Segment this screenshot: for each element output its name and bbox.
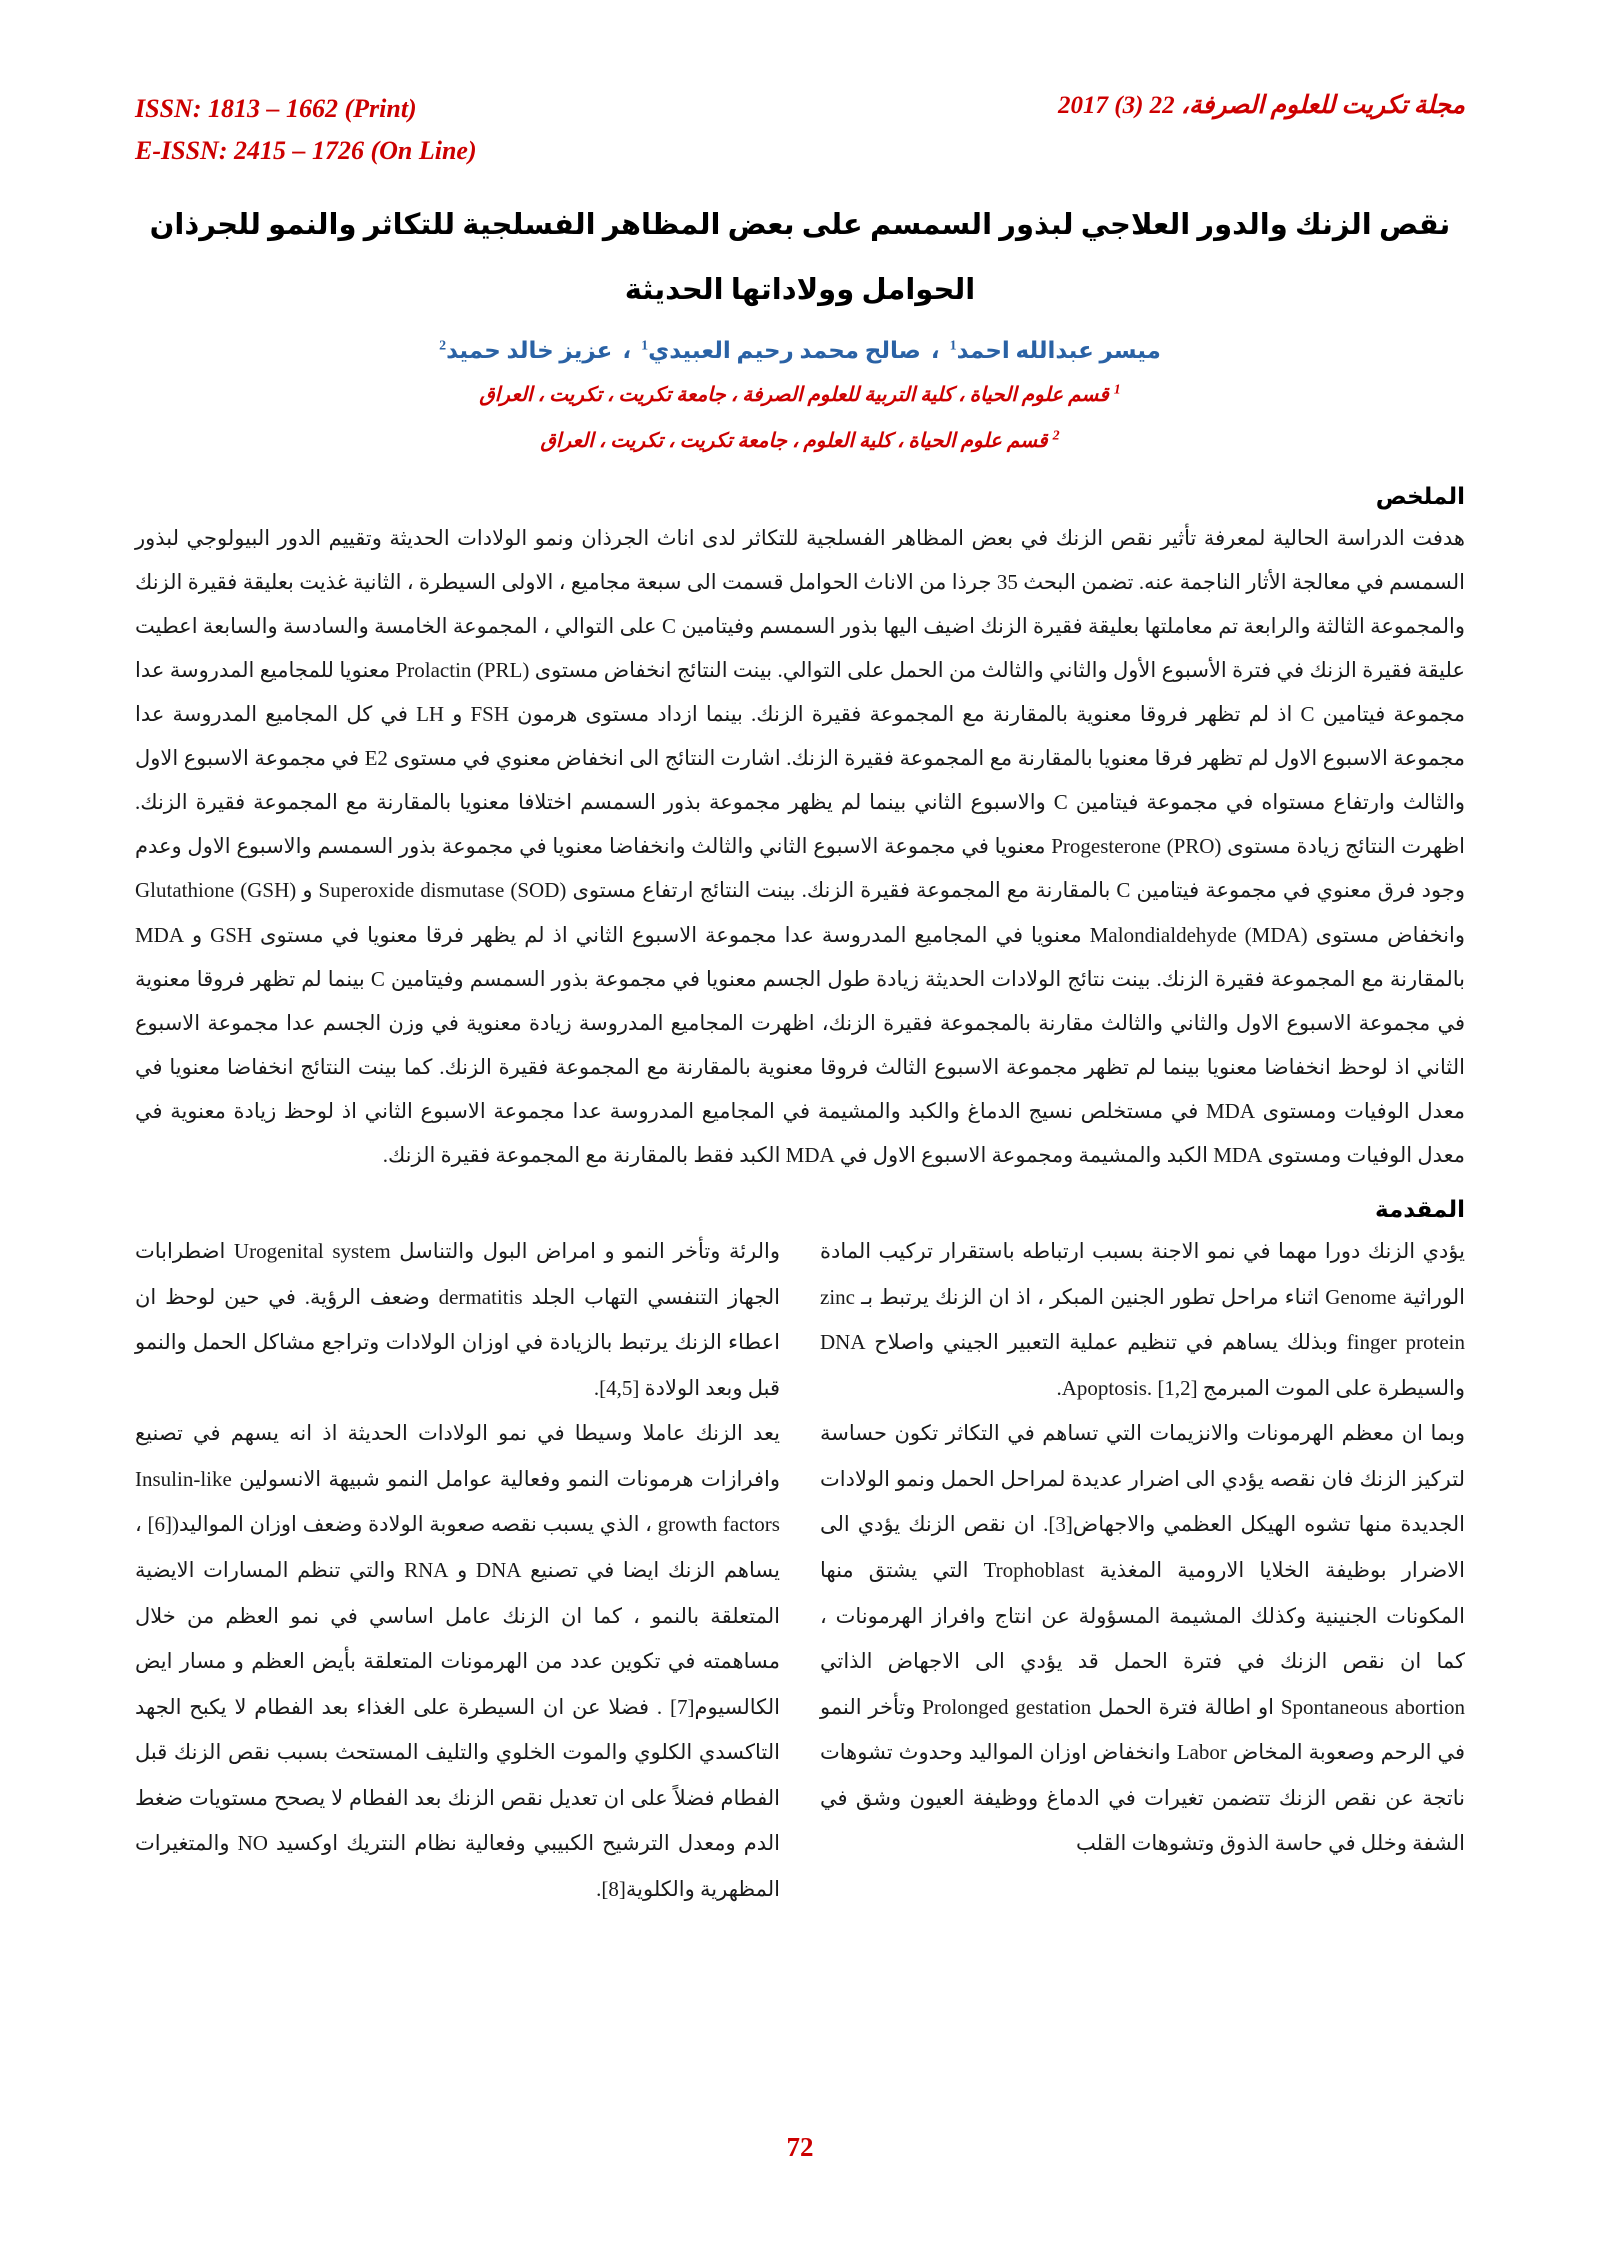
affiliation-1-mark: 1 <box>1113 382 1121 398</box>
affiliation-1 <box>135 372 1465 418</box>
intro-paragraph: وبما ان معظم الهرمونات والانزيمات التي تساهم في التكاثر تكون حساسة لتركيز الزنك فان نقصه يؤدي الى اضرار عديدة لمراحل الحمل ونمو الولادات الجديدة منها تشوه الهيكل العظمي والاجهاض[3]. ان نقص الزنك يؤدي الى الاضرار بوظيفة الخلايا الارومية المغذية Trophoblast التي يشتق منها المكونات الجنينية وكذلك المشيمة المسؤولة عن انتاج وافراز الهرمونات ، كما ان نقص الزنك في فترة الحمل قد يؤدي الى الاجهاض الذاتي Spontaneous abortion او اطالة فترة الحمل Prolonged gestation وتأخر النمو في الرحم وصعوبة المخاض Labor وانخفاض اوزان المواليد وحدوث تشوهات ناتجة عن نقص الزنك تتضمن تغيرات في الدماغ ووظيفة العيون وشق في الشفة وخلل في حاسة الذوق وتشوهات القلب <box>820 1421 1466 1856</box>
author-1: ميسر عبدالله احمد$^1$ <box>949 337 1161 363</box>
abstract-text: هدفت الدراسة الحالية لمعرفة تأثير نقص الزنك في بعض المظاهر الفسلجية للتكاثر لدى اناث الجرذان ونمو الولادات الحديثة وتقييم الدور البيولوجي لبذور السمسم في معالجة الأثار الناجمة عنه. تضمن البحث 35 جرذا من الاناث الحوامل قسمت الى سبعة مجاميع ، الاولى السيطرة ، الثانية غذيت بعليقة فقيرة الزنك والمجموعة الثالثة والرابعة تم معاملتها بعليقة فقيرة الزنك اضيف اليها بذور السمسم وفيتامين C على التوالي ، المجموعة الخامسة والسادسة والسابعة اعطيت عليقة فقيرة الزنك في فترة الأسبوع الأول والثاني والثالث من الحمل على التوالي. بينت النتائج انخفاض مستوى Prolactin (PRL) معنويا للمجاميع المدروسة عدا مجموعة فيتامين C اذ لم تظهر فروقا معنوية بالمقارنة مع المجموعة فقيرة الزنك. بينما ازداد مستوى هرمون FSH و LH في كل المجاميع المدروسة عدا مجموعة الاسبوع الاول لم تظهر فرقا معنويا بالمقارنة مع المجموعة فقيرة الزنك. اشارت النتائج الى انخفاض معنوي في مستوى E2 في مجموعة الاسبوع الاول والثالث وارتفاع مستواه في مجموعة فيتامين C والاسبوع الثاني بينما لم يظهر مجموعة بذور السمسم اختلافا معنويا بالمقارنة مع المجموعة فقيرة الزنك. اظهرت النتائج زيادة مستوى Progesterone (PRO) معنويا في مجموعة الاسبوع الثاني والثالث وانخفاضا معنويا في مجموعة بذور السمسم والاسبوع الاول وعدم وجود فرق معنوي في مجموعة فيتامين C بالمقارنة مع المجموعة فقيرة الزنك. بينت النتائج ارتفاع مستوى Superoxide dismutase (SOD) و Glutathione (GSH) وانخفاض مستوى Malondialdehyde (MDA) معنويا في المجاميع المدروسة عدا مجموعة الاسبوع الثاني اذ لم يظهر فرقا معنويا في مستوى GSH و MDA بالمقارنة مع المجموعة فقيرة الزنك. بينت نتائج الولادات الحديثة زيادة طول الجسم معنويا في مجموعة بذور السمسم وفيتامين C بينما لم تظهر فروقا معنوية في مجموعة الاسبوع الاول والثاني والثالث مقارنة بالمجموعة فقيرة الزنك، اظهرت المجاميع المدروسة زيادة معنوية في وزن الجسم عدا مجموعة الاسبوع الثاني اذ لوحظ انخفاضا معنويا بينما لم تظهر مجموعة الاسبوع الثالث فروقا معنوية بالمقارنة مع المجموعة فقيرة الزنك. كما بينت النتائج انخفاضا معنويا في معدل الوفيات ومستوى MDA في مستخلص نسيج الدماغ والكبد والمشيمة في المجاميع المدروسة عدا مجموعة الاسبوع الثاني اذ لوحظ زيادة معنوية في معدل الوفيات ومستوى MDA الكبد والمشيمة ومجموعة الاسبوع الاول في MDA الكبد فقط بالمقارنة مع المجموعة فقيرة الزنك. <box>135 525 1466 1167</box>
article-title-line-1: نقص الزنك والدور العلاجي لبذور السمسم على بعض المظاهر الفسلجية للتكاثر والنمو للجرذان <box>149 209 1451 242</box>
intro-column-right <box>820 1229 1465 1912</box>
intro-paragraph: والرئة وتأخر النمو و امراض البول والتناسل Urogenital system اضطرابات الجهاز التنفسي التهاب الجلد dermatitis وضعف الرؤية. في حين لوحظ ان اعطاء الزنك يرتبط بالزيادة في اوزان الولادات وتراجع مشاكل الحمل والنمو قبل وبعد الولادة [4,5]. <box>135 1239 781 1400</box>
author-separator: ، <box>930 337 940 363</box>
author-2: صالح محمد رحيم العبيدي$^1$ <box>641 337 921 363</box>
journal-header <box>135 88 1465 171</box>
issn-online: E-ISSN: 2415 – 1726 (On Line) <box>135 135 477 165</box>
authors-line <box>135 338 1465 364</box>
author-3-affil-mark: 2 <box>439 338 447 354</box>
abstract-heading: الملخص <box>1375 483 1465 509</box>
author-3: عزيز خالد حميد$^2$ <box>439 337 613 363</box>
affiliation-2 <box>135 418 1465 464</box>
page-number: 72 <box>786 2132 814 2162</box>
issn-print: ISSN: 1813 – 1662 (Print) <box>135 94 417 123</box>
journal-name: مجلة تكريت للعلوم الصرفة، 22 (3) 2017 <box>1057 92 1465 119</box>
affiliation-2-mark: 2 <box>1052 428 1060 444</box>
article-title <box>135 193 1465 324</box>
intro-column-left <box>135 1229 780 1912</box>
introduction-heading: المقدمة <box>1375 1197 1465 1223</box>
affiliations-block <box>135 372 1465 464</box>
issn-block <box>135 88 477 171</box>
author-separator: ، <box>622 337 632 363</box>
introduction-columns <box>135 1229 1465 1912</box>
affiliation-1-text: قسم علوم الحياة ، كلية التربية للعلوم الصرفة ، جامعة تكريت ، تكريت ، العراق <box>479 383 1109 406</box>
intro-paragraph: يعد الزنك عاملا وسيطا في نمو الولادات الحديثة اذ انه يسهم في تصنيع وافرازات هرمونات النمو وفعالية عوامل النمو شبيهة الانسولين Insulin-like growth factors ، الذي يسبب نقصه صعوبة الولادة وضعف اوزان المواليد([6] ، يساهم الزنك ايضا في تصنيع DNA و RNA والتي تنظم المسارات الايضية المتعلقة بالنمو ، كما ان الزنك عامل اساسي في نمو العظم من خلال مساهمته في تكوين عدد من الهرمونات المتعلقة بأيض العظم و مسار ايض الكالسيوم[7] . فضلا عن ان السيطرة على الغذاء بعد الفطام لا يكبح الجهد التاكسدي الكلوي والموت الخلوي والتليف المستحث بسبب نقص الزنك قبل الفطام فضلاً على ان تعديل نقص الزنك بعد الفطام لا يصحح مستويات ضغط الدم ومعدل الترشيح الكبيبي وفعالية نظام النتريك اوكسيد NO والمتغيرات المظهرية والكلوية[8]. <box>135 1421 781 1901</box>
author-1-affil-mark: 1 <box>949 338 957 354</box>
intro-paragraph: يؤدي الزنك دورا مهما في نمو الاجنة بسبب ارتباطه باستقرار تركيب المادة الوراثية Genome اثناء مراحل تطور الجنين المبكر ، اذ ان الزنك يرتبط بـ zinc finger protein وبذلك يساهم في تنظيم عملية التعبير الجيني واصلاح DNA والسيطرة على الموت المبرمج Apoptosis. [1,2]. <box>820 1239 1466 1400</box>
affiliation-2-text: قسم علوم الحياة ، كلية العلوم ، جامعة تكريت ، تكريت ، العراق <box>540 429 1048 452</box>
article-title-line-2: الحوامل وولاداتها الحديثة <box>624 274 976 307</box>
author-2-affil-mark: 1 <box>641 338 649 354</box>
